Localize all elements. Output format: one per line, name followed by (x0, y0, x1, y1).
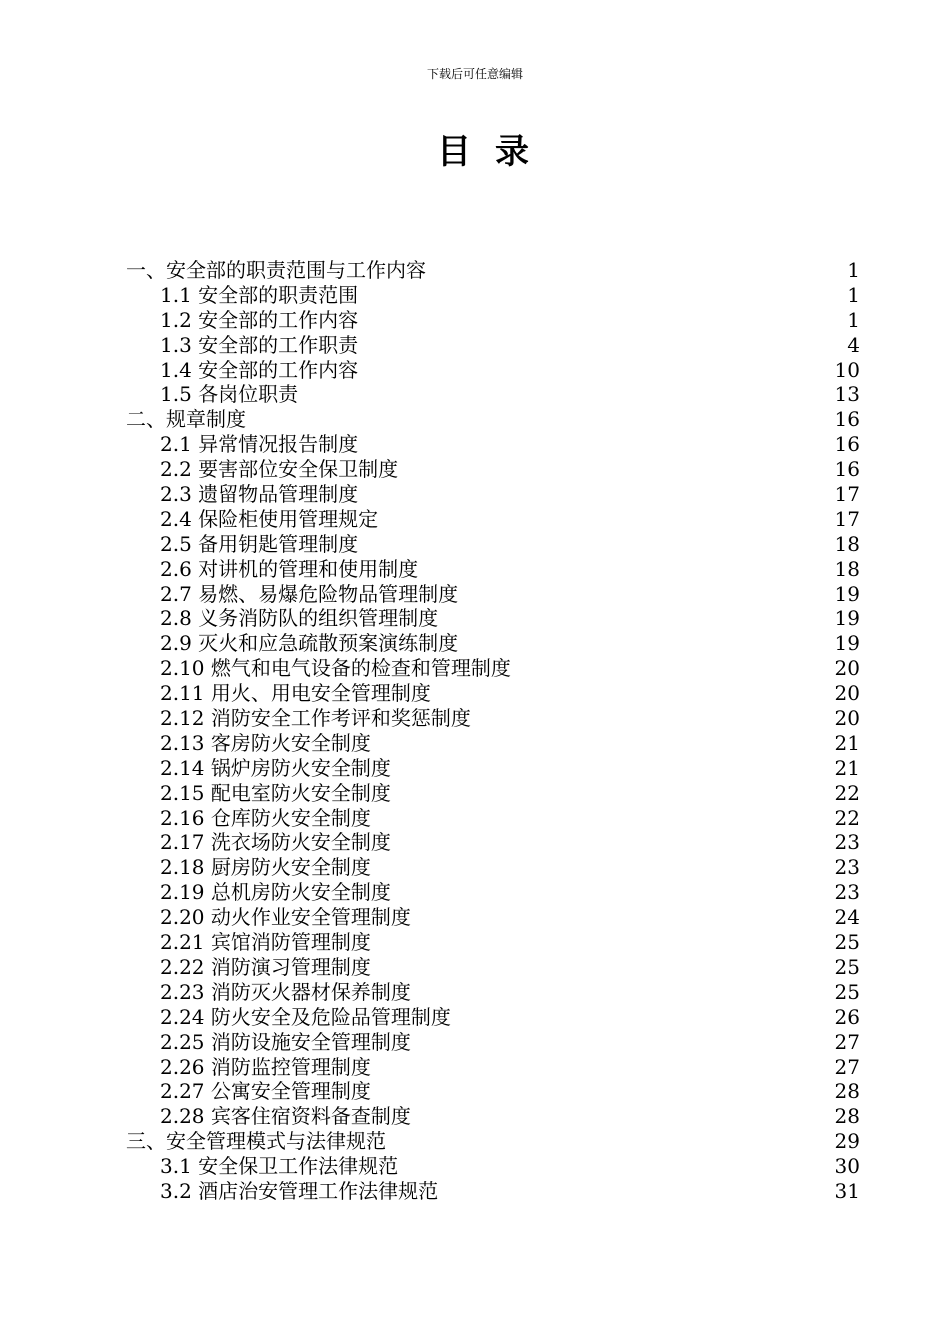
toc-entry[interactable] (126, 830, 860, 855)
toc-entry[interactable] (126, 1005, 860, 1030)
toc-entry-page-number: 22 (834, 805, 860, 830)
toc-entry-title: 2.25 消防设施安全管理制度 (160, 1029, 411, 1054)
toc-entry-page-number: 23 (834, 830, 860, 855)
table-of-contents (126, 258, 860, 1204)
toc-entry-title: 2.9 灭火和应急疏散预案演练制度 (160, 631, 459, 656)
toc-entry-title: 1.5 各岗位职责 (160, 382, 299, 407)
toc-entry-title: 2.22 消防演习管理制度 (160, 954, 371, 979)
toc-entry-page-number: 18 (834, 556, 860, 581)
toc-entry-title: 2.24 防火安全及危险品管理制度 (160, 1004, 451, 1029)
toc-entry-page-number: 25 (834, 954, 860, 979)
toc-entry-page-number: 31 (834, 1178, 860, 1203)
toc-entry-page-number: 21 (834, 755, 860, 780)
toc-entry[interactable] (126, 283, 860, 308)
toc-entry-title: 1.3 安全部的工作职责 (160, 332, 359, 357)
toc-entry[interactable] (126, 980, 860, 1005)
toc-entry-page-number: 25 (834, 930, 860, 955)
toc-entry-title: 二、规章制度 (126, 407, 246, 432)
toc-entry-page-number: 10 (834, 357, 860, 382)
toc-entry-title: 2.7 易燃、易爆危险物品管理制度 (160, 581, 459, 606)
toc-entry-title: 1.1 安全部的职责范围 (160, 282, 359, 307)
toc-entry[interactable] (126, 706, 860, 731)
toc-entry-title: 2.13 客房防火安全制度 (160, 730, 371, 755)
toc-entry-title: 2.14 锅炉房防火安全制度 (160, 755, 391, 780)
toc-entry-page-number: 20 (834, 706, 860, 731)
toc-entry-page-number: 1 (847, 282, 860, 307)
toc-entry-page-number: 16 (834, 407, 860, 432)
toc-entry[interactable] (126, 1079, 860, 1104)
toc-entry-page-number: 19 (834, 581, 860, 606)
toc-entry[interactable] (126, 308, 860, 333)
toc-entry-title: 2.16 仓库防火安全制度 (160, 805, 371, 830)
toc-entry[interactable] (126, 358, 860, 383)
toc-entry-page-number: 18 (834, 531, 860, 556)
toc-entry-title: 2.6 对讲机的管理和使用制度 (160, 556, 419, 581)
toc-entry-title: 2.11 用火、用电安全管理制度 (160, 681, 431, 706)
toc-entry[interactable] (126, 482, 860, 507)
toc-entry-page-number: 27 (834, 1029, 860, 1054)
toc-entry[interactable] (126, 1055, 860, 1080)
toc-entry[interactable] (126, 880, 860, 905)
toc-entry[interactable] (126, 432, 860, 457)
toc-entry-title: 2.26 消防监控管理制度 (160, 1054, 371, 1079)
toc-entry-page-number: 19 (834, 606, 860, 631)
toc-entry[interactable] (126, 955, 860, 980)
toc-entry[interactable] (126, 606, 860, 631)
toc-entry-page-number: 17 (834, 506, 860, 531)
toc-entry-title: 2.10 燃气和电气设备的检查和管理制度 (160, 656, 511, 681)
toc-entry-title: 2.20 动火作业安全管理制度 (160, 905, 411, 930)
toc-entry-page-number: 24 (834, 905, 860, 930)
toc-entry-title: 1.4 安全部的工作内容 (160, 357, 359, 382)
toc-entry[interactable] (126, 582, 860, 607)
toc-entry[interactable] (126, 457, 860, 482)
toc-entry[interactable] (126, 930, 860, 955)
toc-entry-page-number: 19 (834, 631, 860, 656)
toc-entry-title: 2.15 配电室防火安全制度 (160, 780, 391, 805)
toc-entry-title: 2.1 异常情况报告制度 (160, 432, 359, 457)
toc-entry-page-number: 20 (834, 656, 860, 681)
toc-entry[interactable] (126, 756, 860, 781)
toc-entry-page-number: 26 (834, 1004, 860, 1029)
toc-entry-page-number: 21 (834, 730, 860, 755)
toc-entry-title: 2.17 洗衣场防火安全制度 (160, 830, 391, 855)
toc-entry[interactable] (126, 407, 860, 432)
toc-entry-title: 2.5 备用钥匙管理制度 (160, 531, 359, 556)
toc-entry-title: 2.27 公寓安全管理制度 (160, 1079, 371, 1104)
page-header-note: 下载后可任意编辑 (426, 67, 523, 81)
toc-entry-title: 3.2 酒店治安管理工作法律规范 (160, 1178, 439, 1203)
toc-entry[interactable] (126, 1154, 860, 1179)
toc-entry-title: 2.3 遗留物品管理制度 (160, 482, 359, 507)
toc-entry[interactable] (126, 333, 860, 358)
toc-entry-page-number: 23 (834, 880, 860, 905)
toc-entry-page-number: 13 (834, 382, 860, 407)
toc-entry[interactable] (126, 855, 860, 880)
toc-entry[interactable] (126, 382, 860, 407)
toc-entry[interactable] (126, 557, 860, 582)
toc-entry[interactable] (126, 1104, 860, 1129)
toc-entry-title: 2.23 消防灭火器材保养制度 (160, 979, 411, 1004)
toc-entry-title: 1.2 安全部的工作内容 (160, 307, 359, 332)
toc-entry-page-number: 20 (834, 681, 860, 706)
toc-entry-title: 2.2 要害部位安全保卫制度 (160, 457, 399, 482)
toc-entry-page-number: 30 (834, 1154, 860, 1179)
toc-entry-page-number: 25 (834, 979, 860, 1004)
toc-entry-page-number: 16 (834, 457, 860, 482)
toc-entry[interactable] (126, 656, 860, 681)
toc-entry[interactable] (126, 806, 860, 831)
document-title: 目录 (437, 132, 553, 172)
toc-entry-title: 2.21 宾馆消防管理制度 (160, 930, 371, 955)
toc-entry-page-number: 27 (834, 1054, 860, 1079)
toc-entry-page-number: 28 (834, 1079, 860, 1104)
toc-entry-page-number: 4 (847, 332, 860, 357)
toc-entry-page-number: 28 (834, 1104, 860, 1129)
toc-entry-page-number: 22 (834, 780, 860, 805)
toc-entry-title: 3.1 安全保卫工作法律规范 (160, 1154, 399, 1179)
toc-entry-page-number: 16 (834, 432, 860, 457)
toc-entry[interactable] (126, 1129, 860, 1154)
toc-entry-page-number: 1 (847, 258, 860, 282)
toc-entry[interactable] (126, 681, 860, 706)
toc-entry[interactable] (126, 1030, 860, 1055)
toc-entry-title: 2.12 消防安全工作考评和奖惩制度 (160, 706, 471, 731)
toc-entry-title: 2.28 宾客住宿资料备查制度 (160, 1104, 411, 1129)
toc-entry[interactable] (126, 532, 860, 557)
toc-entry-page-number: 1 (847, 307, 860, 332)
toc-entry-page-number: 17 (834, 482, 860, 507)
toc-entry-title: 2.19 总机房防火安全制度 (160, 880, 391, 905)
toc-entry-title: 一、安全部的职责范围与工作内容 (126, 258, 426, 282)
toc-entry-page-number: 23 (834, 855, 860, 880)
toc-entry-title: 三、安全管理模式与法律规范 (126, 1129, 386, 1154)
toc-entry[interactable] (126, 905, 860, 930)
toc-entry-page-number: 29 (834, 1129, 860, 1154)
toc-entry[interactable] (126, 507, 860, 532)
toc-entry[interactable] (126, 258, 860, 283)
toc-entry-title: 2.18 厨房防火安全制度 (160, 855, 371, 880)
toc-entry-title: 2.8 义务消防队的组织管理制度 (160, 606, 439, 631)
toc-entry[interactable] (126, 631, 860, 656)
toc-entry[interactable] (126, 731, 860, 756)
toc-entry[interactable] (126, 781, 860, 806)
toc-entry[interactable] (126, 1179, 860, 1204)
toc-entry-title: 2.4 保险柜使用管理规定 (160, 506, 379, 531)
